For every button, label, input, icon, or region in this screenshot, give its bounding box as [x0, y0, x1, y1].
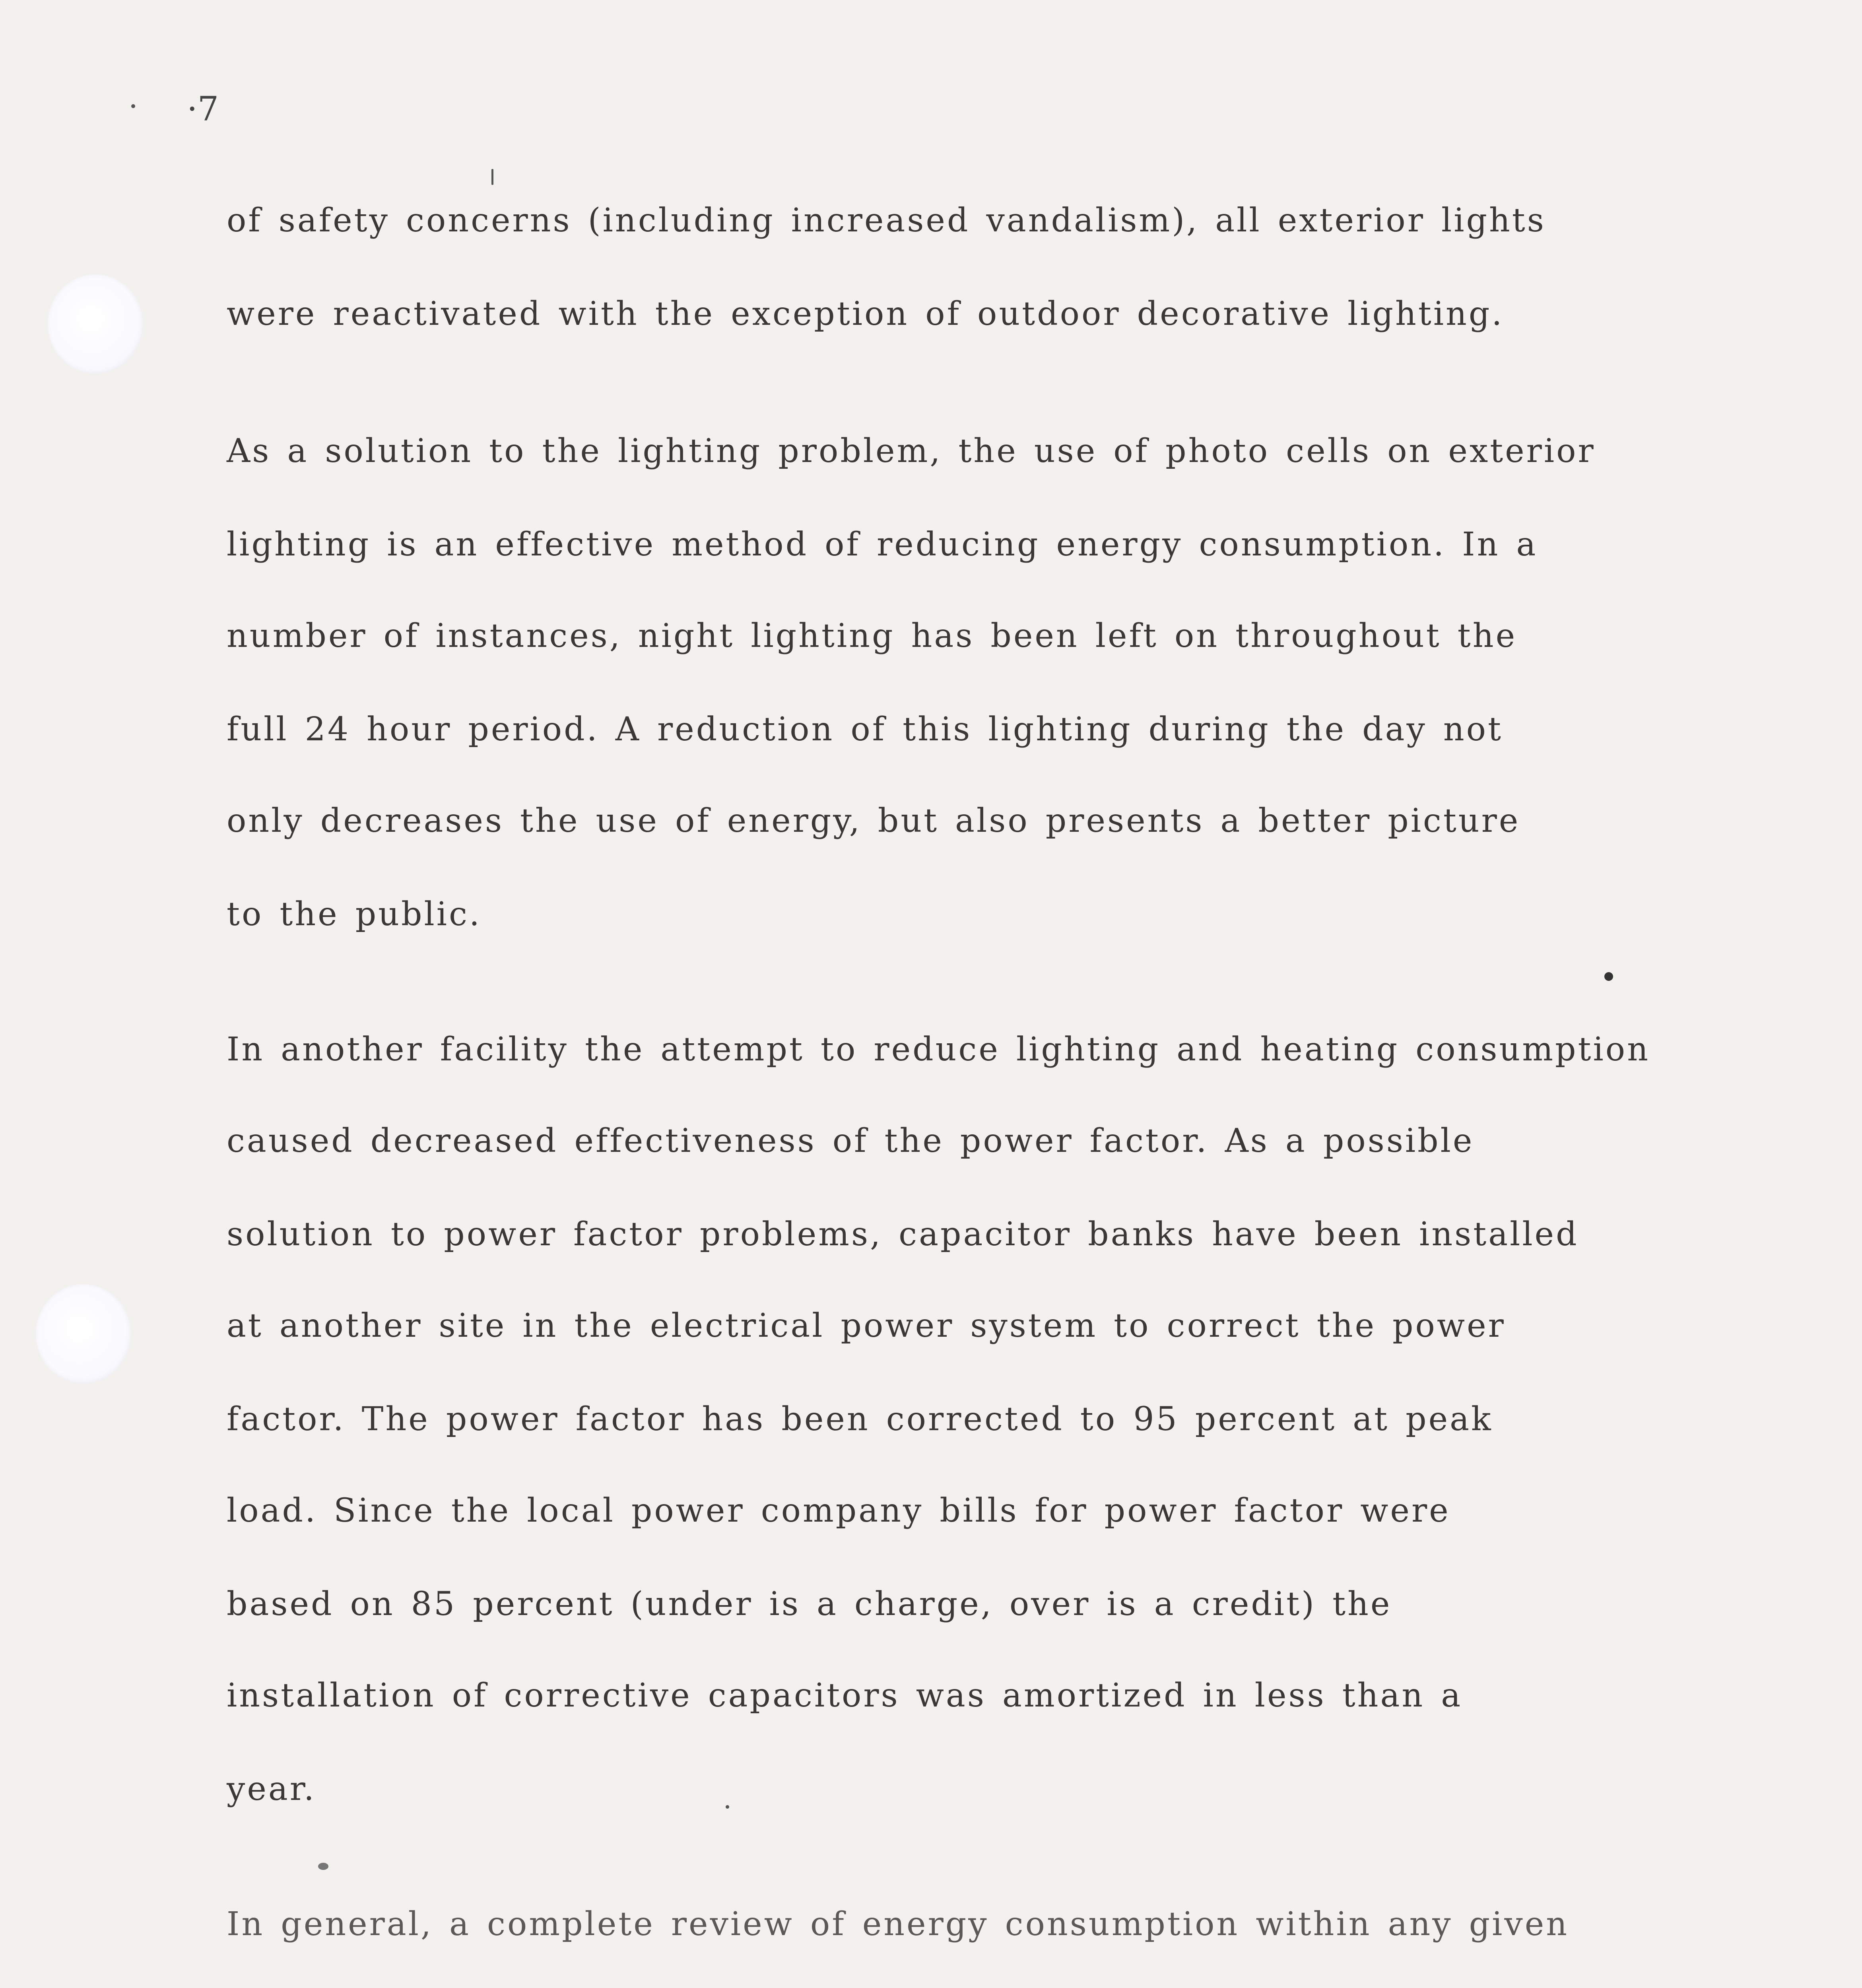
text-line: solution to power factor problems, capacitor banks have been installed: [227, 1215, 1579, 1253]
text-line: installation of corrective capacitors was amortized in less than a: [227, 1677, 1463, 1714]
scan-speck: [726, 1805, 729, 1809]
text-line: to the public.: [227, 895, 482, 933]
text-line: of safety concerns (including increased vandalism), all exterior lights: [227, 202, 1546, 239]
text-line: were reactivated with the exception of outdoor decorative lighting.: [227, 295, 1504, 333]
text-line: full 24 hour period. A reduction of this lighting during the day not: [227, 711, 1503, 748]
page-number: ·7: [187, 89, 219, 128]
punch-hole: [36, 1284, 131, 1384]
text-line: factor. The power factor has been corrected to 95 percent at peak: [227, 1400, 1493, 1438]
text-line: caused decreased effectiveness of the power factor. As a possible: [227, 1122, 1474, 1160]
text-line: In another facility the attempt to reduce lighting and heating consumption: [227, 1031, 1650, 1068]
scan-speck: [1604, 972, 1613, 981]
text-line: load. Since the local power company bills for power factor were: [227, 1492, 1450, 1530]
text-line: only decreases the use of energy, but also presents a better picture: [227, 802, 1520, 840]
punch-hole: [48, 274, 143, 374]
text-line: lighting is an effective method of reducing energy consumption. In a: [227, 526, 1538, 563]
scan-speck: [131, 104, 135, 108]
scan-speck: [491, 169, 493, 185]
text-line: number of instances, night lighting has been left on throughout the: [227, 617, 1517, 655]
text-line: at another site in the electrical power system to correct the power: [227, 1307, 1506, 1345]
text-line: based on 85 percent (under is a charge, over is a credit) the: [227, 1585, 1392, 1623]
text-line: As a solution to the lighting problem, the use of photo cells on exterior: [227, 432, 1596, 470]
text-line: In general, a complete review of energy consumption within any given: [227, 1905, 1569, 1943]
scan-speck: [318, 1863, 328, 1870]
text-line: year.: [227, 1770, 316, 1808]
